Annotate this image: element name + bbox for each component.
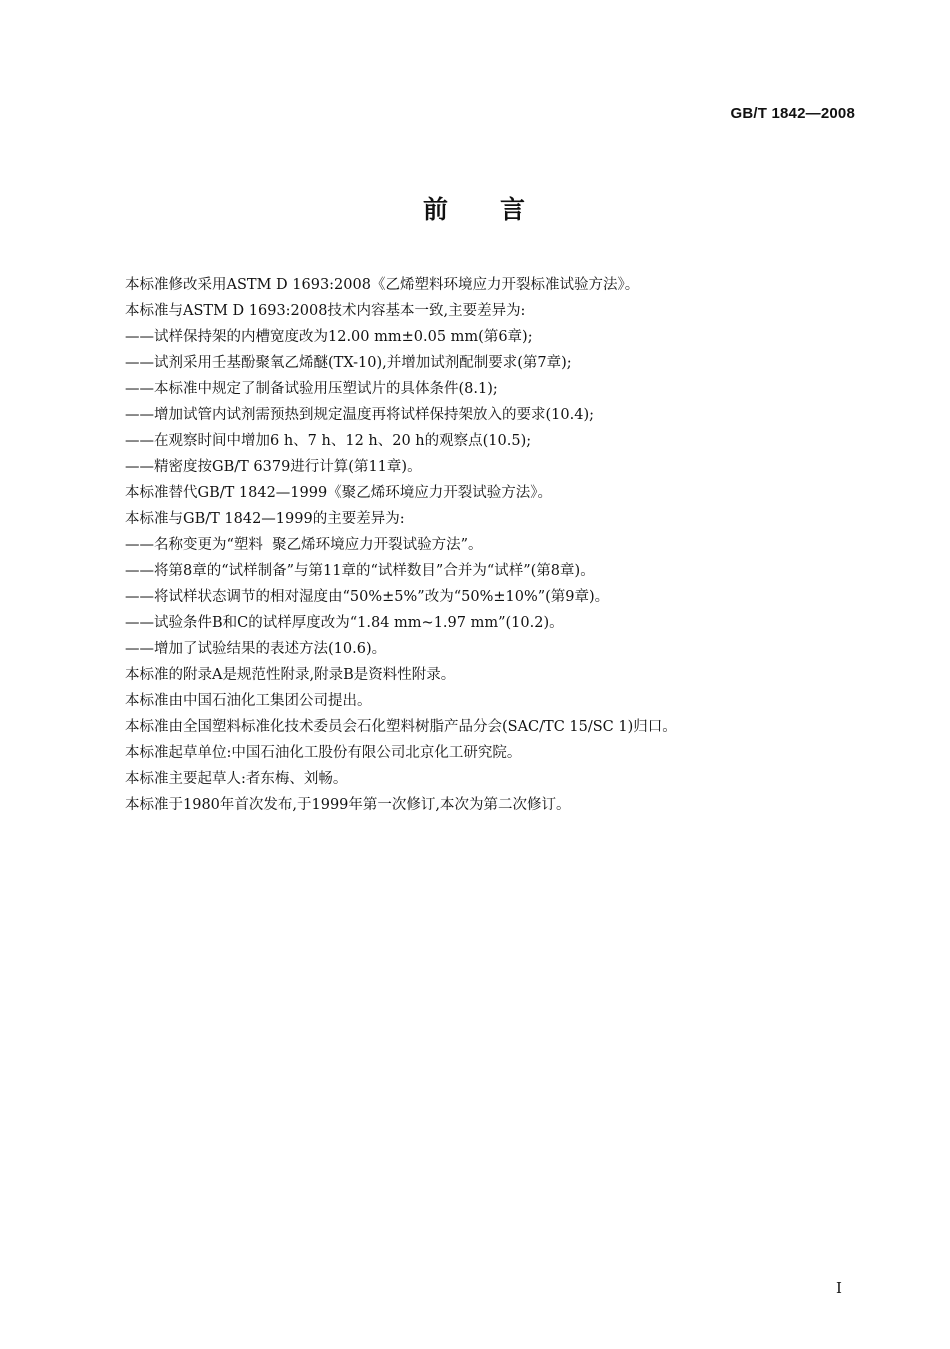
text-line: ——试验条件B和C的试样厚度改为“1.84 mm~1.97 mm”(10.2)。 [125, 615, 564, 631]
text-line: ——名称变更为“塑料 聚乙烯环境应力开裂试验方法”。 [125, 537, 483, 553]
text-line: 本标准主要起草人:者东梅、刘畅。 [125, 771, 348, 787]
text-line: 本标准与GB/T 1842—1999的主要差异为: [125, 511, 405, 527]
text-line: 本标准替代GB/T 1842—1999《聚乙烯环境应力开裂试验方法》。 [125, 485, 552, 501]
text-line: 本标准由全国塑料标准化技术委员会石化塑料树脂产品分会(SAC/TC 15/SC 1)归口。 [125, 719, 677, 735]
text-line: 本标准于1980年首次发布,于1999年第一次修订,本次为第二次修订。 [125, 797, 571, 813]
page-number: I [836, 1279, 842, 1297]
text-line: 本标准起草单位:中国石油化工股份有限公司北京化工研究院。 [125, 745, 522, 761]
text-line: 本标准的附录A是规范性附录,附录B是资料性附录。 [125, 667, 456, 683]
title-char-1: 前 [422, 195, 450, 224]
text-line: ——试样保持架的内槽宽度改为12.00 mm±0.05 mm(第6章); [125, 329, 533, 345]
text-line: ——精密度按GB/T 6379进行计算(第11章)。 [125, 459, 422, 475]
text-line: ——本标准中规定了制备试验用压塑试片的具体条件(8.1); [125, 381, 498, 397]
text-line: 本标准由中国石油化工集团公司提出。 [125, 693, 372, 709]
text-line: ——增加了试验结果的表述方法(10.6)。 [125, 641, 387, 657]
standard-code: GB/T 1842—2008 [730, 105, 855, 122]
text-line: ——试剂采用壬基酚聚氧乙烯醚(TX-10),并增加试剂配制要求(第7章); [125, 355, 572, 371]
page-title [0, 190, 950, 226]
foreword-body [125, 272, 845, 818]
text-line: 本标准修改采用ASTM D 1693:2008《乙烯塑料环境应力开裂标准试验方法》。 [125, 277, 640, 293]
text-line: ——将第8章的“试样制备”与第11章的“试样数目”合并为“试样”(第8章)。 [125, 563, 595, 579]
text-line: ——增加试管内试剂需预热到规定温度再将试样保持架放入的要求(10.4); [125, 407, 594, 423]
text-line: ——在观察时间中增加6 h、7 h、12 h、20 h的观察点(10.5); [125, 433, 532, 449]
text-line: 本标准与ASTM D 1693:2008技术内容基本一致,主要差异为: [125, 303, 526, 319]
text-line: ——将试样状态调节的相对湿度由“50%±5%”改为“50%±10%”(第9章)。 [125, 589, 610, 605]
title-char-2: 言 [500, 195, 528, 224]
